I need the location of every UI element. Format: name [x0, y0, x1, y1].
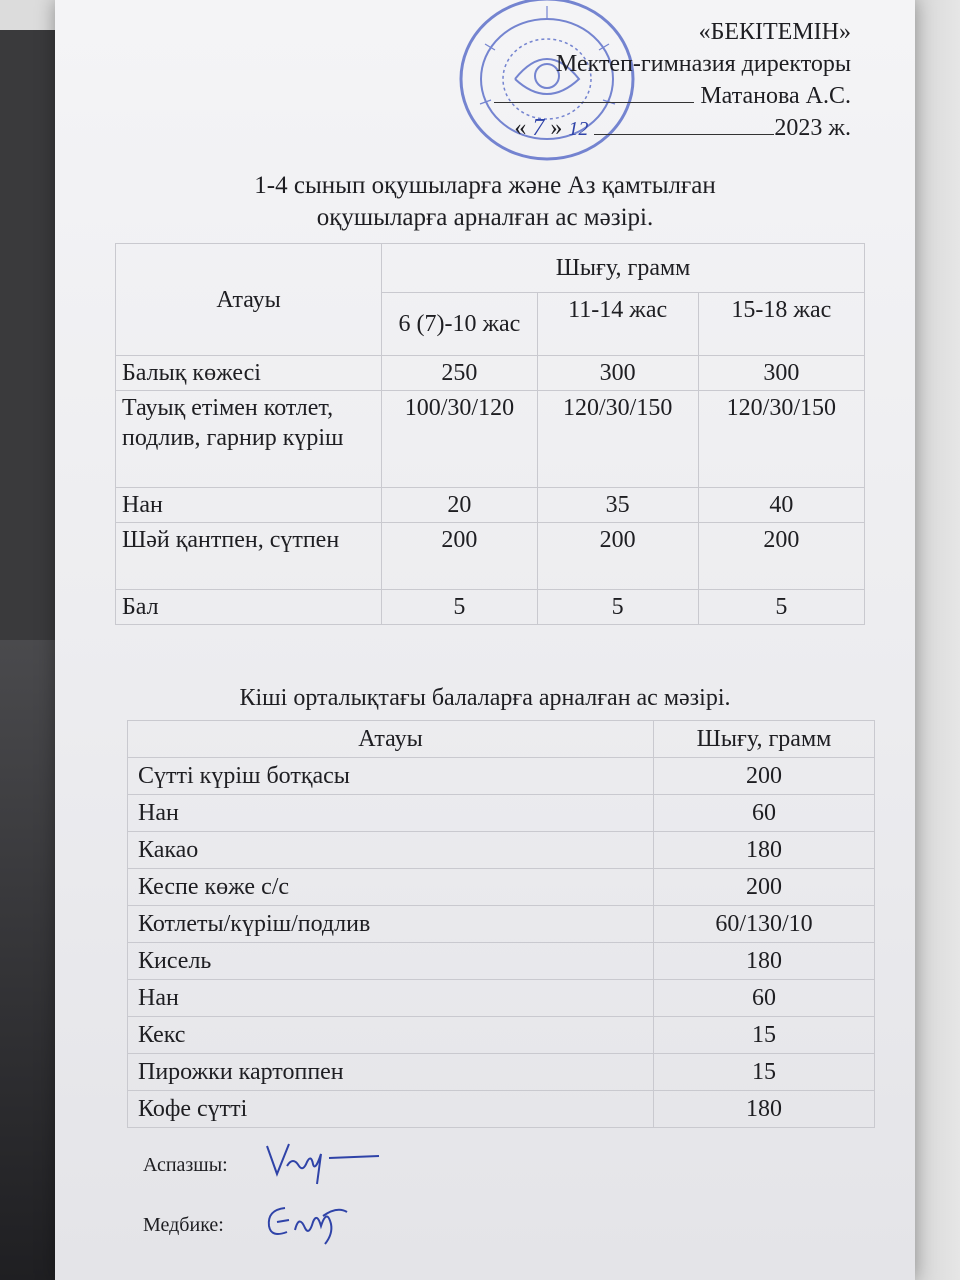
date-year: 2023 ж.	[774, 115, 851, 141]
date-line	[594, 112, 774, 135]
dish-value: 35	[537, 488, 698, 523]
dish-name: Кеспе көже с/с	[128, 869, 654, 906]
table-row	[116, 590, 865, 625]
dish-name: Нан	[128, 795, 654, 832]
background-chair	[0, 640, 60, 1280]
dish-name: Нан	[128, 980, 654, 1017]
table-row	[128, 832, 875, 869]
director-signature-row	[431, 80, 851, 112]
dish-name: Какао	[128, 832, 654, 869]
dish-value: 15	[654, 1017, 875, 1054]
table-row	[128, 906, 875, 943]
table-row	[116, 356, 865, 391]
approval-date	[431, 112, 851, 145]
dish-value: 60	[654, 795, 875, 832]
menu1-title-line2: оқушыларға арналған ас мәзірі.	[316, 204, 654, 231]
cook-signature-icon	[261, 1136, 381, 1186]
cook-signature-row	[143, 1150, 228, 1210]
dish-name: Кисель	[128, 943, 654, 980]
dish-value: 250	[382, 356, 538, 391]
dish-name: Нан	[116, 488, 382, 523]
dish-name: Пирожки картоппен	[128, 1054, 654, 1091]
approval-heading: «БЕКІТЕМІН»	[698, 19, 851, 45]
table-row	[116, 391, 865, 488]
menu1-title	[55, 170, 915, 234]
dish-value: 60/130/10	[654, 906, 875, 943]
table-row	[128, 1054, 875, 1091]
date-close-quote: »	[550, 115, 563, 141]
table-row	[128, 1017, 875, 1054]
header-name: Атауы	[128, 721, 654, 758]
date-day: 7	[532, 115, 545, 141]
dish-value: 120/30/150	[698, 391, 864, 488]
menu1-table	[115, 243, 865, 625]
table-row	[116, 488, 865, 523]
table-row	[128, 869, 875, 906]
header-name: Атауы	[116, 244, 382, 356]
table-header-row	[116, 244, 865, 293]
dish-value: 300	[537, 356, 698, 391]
dish-value: 200	[537, 523, 698, 590]
dish-value: 60	[654, 980, 875, 1017]
age-group-1: 6 (7)-10 жас	[382, 293, 538, 356]
dish-value: 200	[698, 523, 864, 590]
signature-line	[494, 80, 694, 103]
age-group-2: 11-14 жас	[537, 293, 698, 356]
date-open-quote: «	[514, 115, 527, 141]
dish-value: 180	[654, 943, 875, 980]
dish-value: 5	[382, 590, 538, 625]
menu2-title: Кіші орталықтағы балаларға арналған ас мәзірі.	[239, 685, 731, 711]
table-row	[128, 795, 875, 832]
table-row	[128, 980, 875, 1017]
dish-name: Сүтті күріш ботқасы	[128, 758, 654, 795]
table-row	[128, 758, 875, 795]
header-yield: Шығу, грамм	[382, 244, 865, 293]
dish-name: Балық көжесі	[116, 356, 382, 391]
date-month: 12	[568, 118, 589, 140]
dish-value: 180	[654, 832, 875, 869]
dish-value: 40	[698, 488, 864, 523]
dish-value: 200	[654, 758, 875, 795]
dish-value: 300	[698, 356, 864, 391]
dish-name: Кекс	[128, 1017, 654, 1054]
dish-value: 200	[654, 869, 875, 906]
approval-block	[431, 16, 851, 145]
table-row	[116, 523, 865, 590]
dish-name: Котлеты/күріш/подлив	[128, 906, 654, 943]
signatures-block	[143, 1150, 228, 1270]
dish-value: 120/30/150	[537, 391, 698, 488]
dish-value: 15	[654, 1054, 875, 1091]
dish-value: 200	[382, 523, 538, 590]
director-position: Мектеп-гимназия директоры	[555, 51, 851, 77]
document-page	[55, 0, 915, 1280]
menu1-title-line1: 1-4 сынып оқушыларға және Аз қамтылған	[254, 172, 716, 199]
dish-value: 5	[537, 590, 698, 625]
table-row	[128, 943, 875, 980]
dish-name: Тауық етімен котлет, подлив, гарнир күріш	[116, 391, 382, 488]
nurse-signature-row	[143, 1210, 228, 1270]
dish-value: 180	[654, 1091, 875, 1128]
dish-value: 20	[382, 488, 538, 523]
table-header-row	[128, 721, 875, 758]
table-row	[128, 1091, 875, 1128]
dish-name: Кофе сүтті	[128, 1091, 654, 1128]
nurse-label: Медбике:	[143, 1214, 224, 1236]
age-group-3: 15-18 жас	[698, 293, 864, 356]
header-yield: Шығу, грамм	[654, 721, 875, 758]
dish-value: 100/30/120	[382, 391, 538, 488]
dish-value: 5	[698, 590, 864, 625]
dish-name: Шәй қантпен, сүтпен	[116, 523, 382, 590]
nurse-signature-icon	[261, 1196, 371, 1252]
menu2-table	[127, 720, 875, 1128]
dish-name: Бал	[116, 590, 382, 625]
cook-label: Аспазшы:	[143, 1154, 228, 1176]
director-name: Матанова А.С.	[700, 83, 851, 109]
